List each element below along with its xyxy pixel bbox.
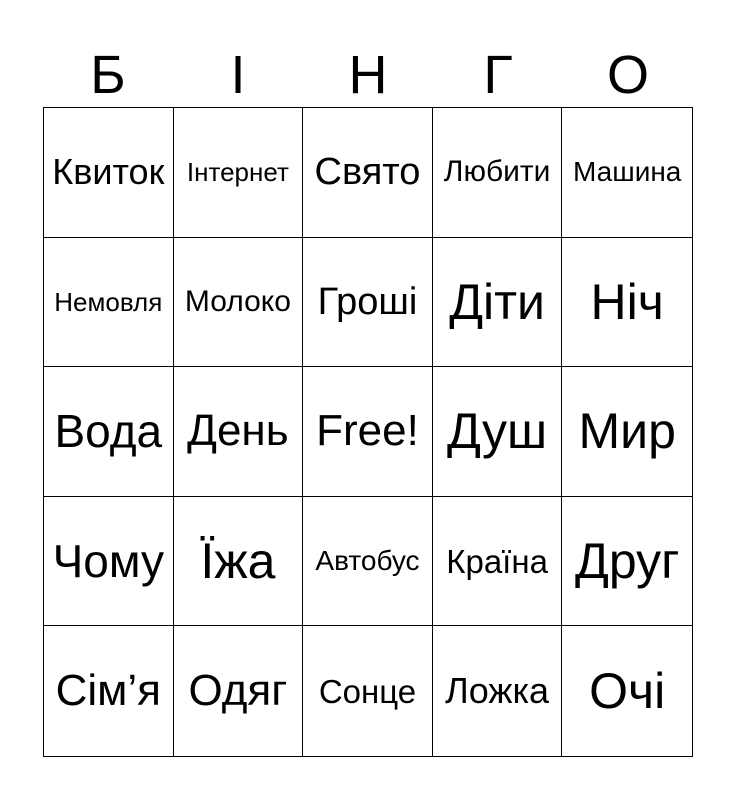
bingo-cell[interactable]: Чому: [44, 497, 174, 627]
bingo-cell[interactable]: Одяг: [174, 626, 304, 756]
bingo-cell[interactable]: Інтернет: [174, 108, 304, 238]
bingo-cell[interactable]: День: [174, 367, 304, 497]
bingo-cell[interactable]: Вода: [44, 367, 174, 497]
free-space-cell[interactable]: Free!: [303, 367, 433, 497]
bingo-cell[interactable]: Свято: [303, 108, 433, 238]
bingo-cell[interactable]: Ніч: [562, 238, 692, 368]
bingo-cell[interactable]: Діти: [433, 238, 563, 368]
bingo-cell[interactable]: Гроші: [303, 238, 433, 368]
bingo-cell[interactable]: Немовля: [44, 238, 174, 368]
bingo-cell[interactable]: Сонце: [303, 626, 433, 756]
header-letter: О: [606, 45, 649, 105]
bingo-cell[interactable]: Очі: [589, 663, 666, 720]
bingo-cell[interactable]: Машина: [562, 108, 692, 238]
bingo-cell[interactable]: Молоко: [174, 238, 304, 368]
bingo-cell[interactable]: Їжа: [174, 497, 304, 627]
header-letter: І: [230, 45, 246, 105]
header-letter: Б: [90, 45, 126, 105]
bingo-cell[interactable]: Квиток: [44, 108, 174, 238]
bingo-cell[interactable]: Душ: [433, 367, 563, 497]
bingo-board: [43, 107, 693, 757]
bingo-cell[interactable]: Друг: [562, 497, 692, 627]
header-letter: Н: [348, 45, 388, 105]
bingo-cell[interactable]: Автобус: [303, 497, 433, 627]
bingo-cell[interactable]: Сім’я: [44, 626, 174, 756]
bingo-cell[interactable]: Країна: [433, 497, 563, 627]
header-letter: Г: [483, 45, 513, 105]
bingo-cell[interactable]: Любити: [433, 108, 563, 238]
bingo-cell[interactable]: Мир: [562, 367, 692, 497]
bingo-header: [43, 44, 693, 106]
bingo-cell[interactable]: Ложка: [433, 626, 563, 756]
